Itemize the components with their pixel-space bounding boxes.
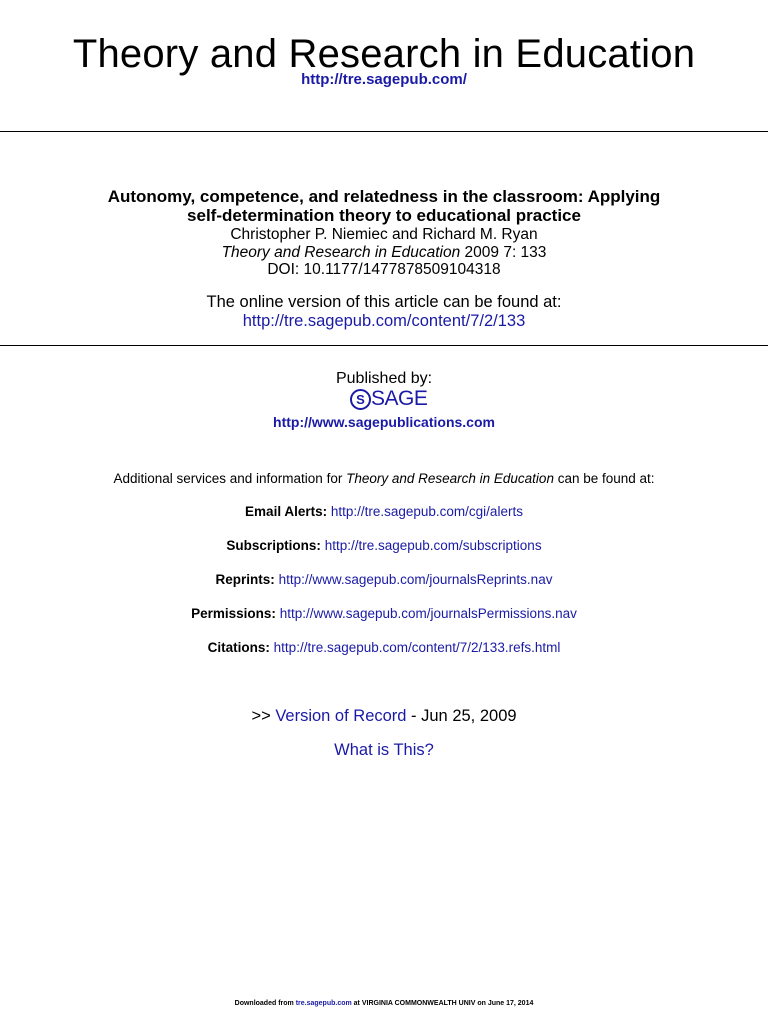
published-by-label: Published by: [335, 370, 433, 387]
what-is-this-line [0, 740, 768, 760]
what-is-this-link[interactable]: What is This? [334, 741, 434, 759]
service-label: Permissions: [191, 606, 276, 621]
service-link[interactable]: http://www.sagepub.com/journalsReprints.nav [278, 572, 553, 587]
service-link[interactable]: http://tre.sagepub.com/subscriptions [324, 538, 542, 553]
citation-journal-name: Theory and Research in Education [221, 244, 461, 261]
online-version-line [0, 312, 768, 331]
article-doi: DOI: 10.1177/1477878509104318 [267, 261, 501, 278]
sage-logo [350, 388, 430, 410]
service-email-alerts [0, 503, 768, 521]
version-arrows: >> [251, 707, 271, 725]
additional-journal-name: Theory and Research in Education [346, 471, 554, 486]
article-title [0, 187, 768, 225]
additional-suffix: can be found at: [553, 471, 655, 486]
middle-divider [0, 345, 768, 346]
service-link[interactable]: http://www.sagepub.com/journalsPermissions.nav [279, 606, 577, 621]
service-label: Email Alerts: [245, 504, 328, 519]
journal-url-link[interactable]: http://tre.sagepub.com/ [301, 71, 467, 88]
service-link[interactable]: http://tre.sagepub.com/content/7/2/133.refs.html [273, 640, 561, 655]
service-citations [0, 639, 768, 657]
version-date: - Jun 25, 2009 [406, 707, 517, 725]
additional-prefix: Additional services and information for [113, 471, 347, 486]
article-title-line-1: Autonomy, competence, and relatedness in the classroom: Applying [107, 187, 661, 206]
publisher-url-line [0, 413, 768, 431]
publisher-url-link[interactable]: http://www.sagepublications.com [273, 414, 495, 430]
journal-url-line [0, 70, 768, 90]
service-subscriptions [0, 537, 768, 555]
service-label: Subscriptions: [226, 538, 321, 553]
footer-suffix: at VIRGINIA COMMONWEALTH UNIV on June 17, 2014 [351, 1000, 534, 1007]
download-footer [0, 999, 768, 1008]
top-divider [0, 131, 768, 132]
version-of-record-link[interactable]: Version of Record [275, 707, 407, 725]
footer-prefix: Downloaded from [234, 1000, 296, 1007]
citation-volume: 2009 7: 133 [460, 244, 547, 261]
service-link[interactable]: http://tre.sagepub.com/cgi/alerts [330, 504, 523, 519]
additional-services-heading [0, 470, 768, 488]
article-authors: Christopher P. Niemiec and Richard M. Ryan [230, 226, 538, 243]
version-of-record-line [0, 706, 768, 726]
article-title-line-2: self-determination theory to educational practice [187, 206, 581, 225]
sage-logo-text: SAGE [371, 387, 428, 410]
article-citation [0, 244, 768, 261]
online-version-link[interactable]: http://tre.sagepub.com/content/7/2/133 [242, 312, 526, 330]
service-permissions [0, 605, 768, 623]
service-label: Reprints: [215, 572, 275, 587]
journal-title: Theory and Research in Education [72, 32, 696, 76]
footer-link[interactable]: tre.sagepub.com [295, 1000, 352, 1007]
service-label: Citations: [207, 640, 270, 655]
service-reprints [0, 571, 768, 589]
online-version-text: The online version of this article can be found at: [206, 293, 562, 311]
sage-logo-icon: S [350, 389, 371, 410]
